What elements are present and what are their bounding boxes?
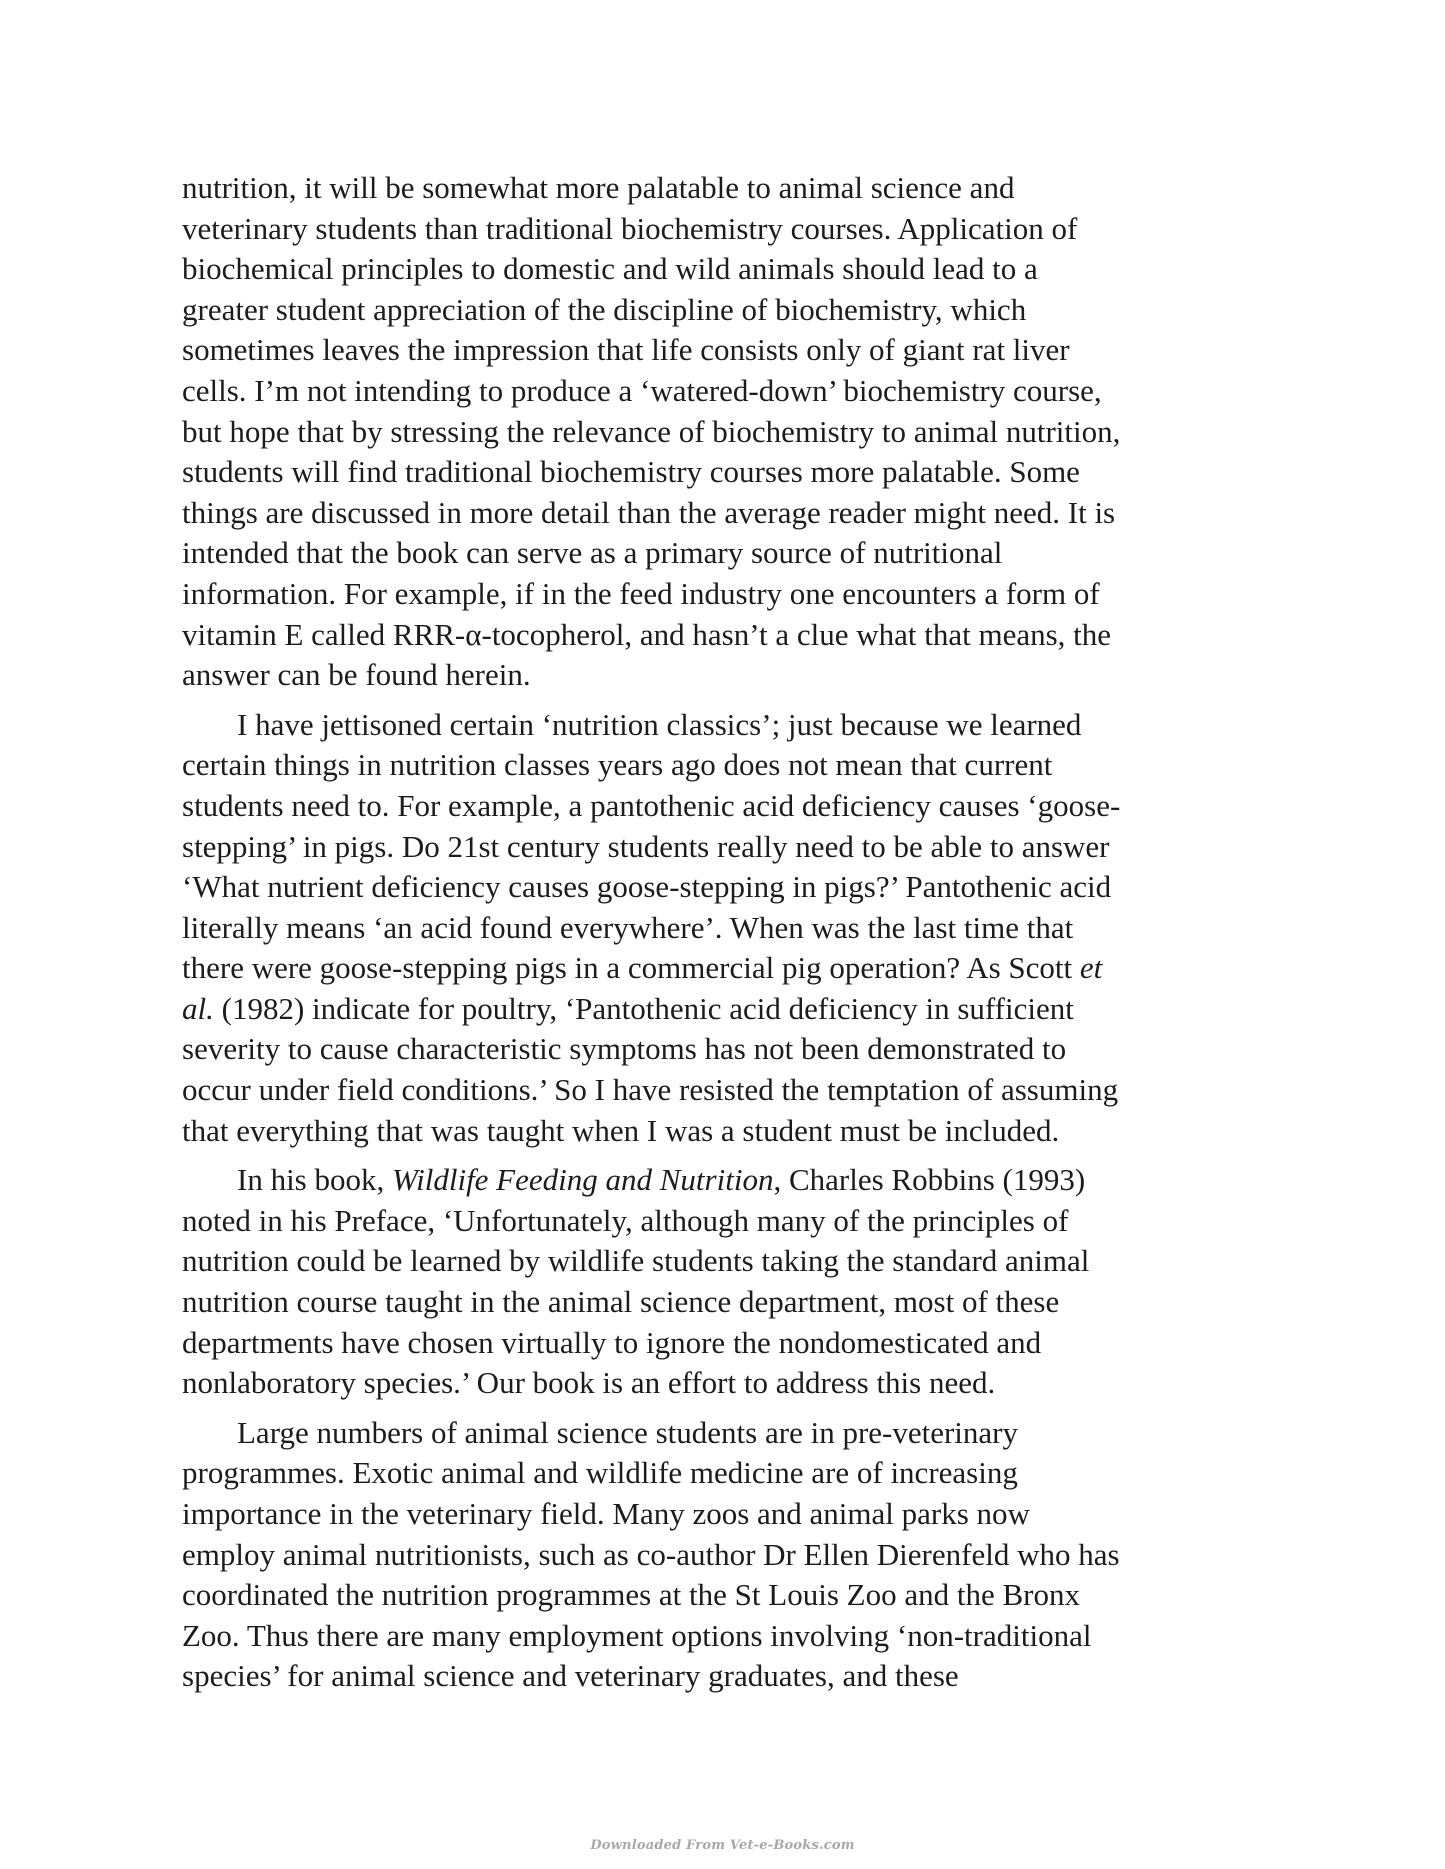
text-line: employ animal nutritionists, such as co-author Dr Ellen Dierenfeld who has	[182, 1536, 1120, 1572]
paragraph	[182, 168, 1262, 696]
text-line: sometimes leaves the impression that life consists only of giant rat liver	[182, 332, 1070, 368]
text-line: nonlaboratory species.’ Our book is an effort to address this need.	[182, 1365, 996, 1401]
download-watermark: Downloaded From Vet-e-Books.com	[590, 1838, 855, 1853]
text-line: students need to. For example, a pantothenic acid deficiency causes ‘goose-	[182, 787, 1121, 823]
text-line: things are discussed in more detail than the average reader might need. It is	[182, 494, 1116, 530]
text-line: nutrition course taught in the animal science department, most of these	[182, 1284, 1060, 1320]
paragraph	[182, 1413, 1262, 1697]
text-line: noted in his Preface, ‘Unfortunately, although many of the principles of	[182, 1202, 1069, 1238]
text-line: stepping’ in pigs. Do 21st century students really need to be able to answer	[182, 828, 1110, 864]
text-line: literally means ‘an acid found everywhere’. When was the last time that	[182, 909, 1074, 945]
text-line: there were goose-stepping pigs in a commercial pig operation? As Scott et	[182, 950, 1103, 986]
text-line: cells. I’m not intending to produce a ‘watered-down’ biochemistry course,	[182, 372, 1102, 408]
text-line: that everything that was taught when I was a student must be included.	[182, 1112, 1060, 1148]
text-line: intended that the book can serve as a primary source of nutritional	[182, 535, 1003, 571]
text-line: species’ for animal science and veterinary graduates, and these	[182, 1658, 959, 1694]
text-line: veterinary students than traditional biochemistry courses. Application of	[182, 210, 1078, 246]
text-line: ‘What nutrient deficiency causes goose-stepping in pigs?’ Pantothenic acid	[182, 869, 1112, 905]
text-line: vitamin E called RRR-α-tocopherol, and hasn’t a clue what that means, the	[182, 616, 1112, 652]
text-line: al. (1982) indicate for poultry, ‘Pantothenic acid deficiency in sufficient	[182, 990, 1074, 1026]
text-line: occur under field conditions.’ So I have resisted the temptation of assuming	[182, 1072, 1119, 1108]
body-text	[182, 168, 1262, 1697]
text-line: In his book, Wildlife Feeding and Nutrition, Charles Robbins (1993)	[237, 1162, 1086, 1198]
text-line: coordinated the nutrition programmes at the St Louis Zoo and the Bronx	[182, 1577, 1080, 1613]
text-line: answer can be found herein.	[182, 657, 531, 693]
text-line: importance in the veterinary field. Many zoos and animal parks now	[182, 1496, 1030, 1531]
text-line: nutrition could be learned by wildlife students taking the standard animal	[182, 1243, 1090, 1279]
paragraph	[182, 705, 1262, 1152]
text-line: departments have chosen virtually to ignore the nondomesticated and	[182, 1324, 1042, 1360]
text-line: Zoo. Thus there are many employment options involving ‘non-traditional	[182, 1617, 1092, 1653]
text-line: information. For example, if in the feed industry one encounters a form of	[182, 575, 1100, 611]
paragraph	[182, 1160, 1262, 1404]
text-line: programmes. Exotic animal and wildlife medicine are of increasing	[182, 1455, 1018, 1491]
text-line: but hope that by stressing the relevance of biochemistry to animal nutrition,	[182, 413, 1121, 449]
text-line: biochemical principles to domestic and wild animals should lead to a	[182, 251, 1038, 287]
text-line: students will find traditional biochemistry courses more palatable. Some	[182, 454, 1080, 490]
text-line: Large numbers of animal science students are in pre-veterinary	[237, 1414, 1018, 1450]
text-line: I have jettisoned certain ‘nutrition classics’; just because we learned	[237, 706, 1082, 742]
text-line: nutrition, it will be somewhat more palatable to animal science and	[182, 170, 1015, 205]
text-line: severity to cause characteristic symptoms has not been demonstrated to	[182, 1031, 1067, 1067]
text-line: certain things in nutrition classes years ago does not mean that current	[182, 747, 1053, 783]
text-line: greater student appreciation of the discipline of biochemistry, which	[182, 291, 1027, 327]
